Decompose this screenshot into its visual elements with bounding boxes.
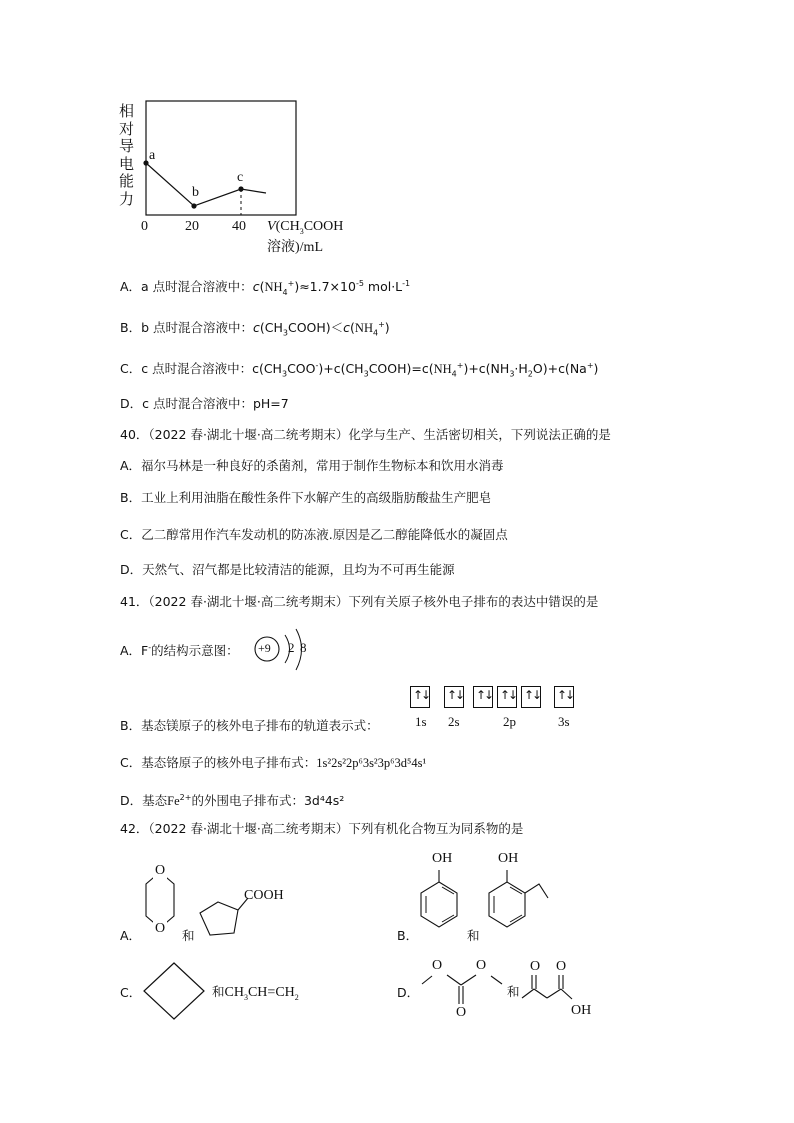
ylabel-char: 电 — [119, 154, 135, 173]
point-label-c: c — [237, 170, 244, 185]
xlabel-line2: 溶液)/mL — [267, 240, 323, 255]
q41-option-a: A．F-的结构示意图： — [120, 643, 239, 659]
q39-option-b: B．b 点时混合溶液中：$c(CH_3COOH)<c(NH_4^+)$ — [120, 320, 390, 338]
nucleus-charge: +9 — [258, 641, 271, 655]
shell-1-electrons: 2 — [288, 640, 295, 655]
orbital-label-2p: 2p — [503, 714, 516, 729]
cyclobutane-structure — [140, 960, 210, 1022]
point-b — [191, 203, 196, 208]
point-label-a: a — [149, 148, 156, 163]
q40-option-b: B．工业上利用油脂在酸性条件下水解产生的高级脂肪酸盐生产肥皂 — [120, 490, 492, 505]
orbital-box: ↑↓ — [521, 686, 541, 708]
ylabel-char: 能 — [119, 172, 135, 190]
ylabel-char: 相 — [119, 102, 135, 120]
carbonate-o-right: O — [476, 958, 487, 973]
orbital-box: ↑↓ — [410, 686, 430, 708]
carbonate-o-bottom: O — [456, 1005, 467, 1020]
q41-option-b: B．基态镁原子的核外电子排布的轨道表示式： — [120, 718, 379, 733]
cooh-label: COOH — [244, 888, 284, 903]
q42-option-a-label: A． — [120, 928, 142, 943]
q40-option-a: A．福尔马林是一种良好的杀菌剂，常用于制作生物标本和饮用水消毒 — [120, 458, 504, 473]
phenol-structure — [414, 866, 464, 942]
acid-o-left: O — [530, 959, 541, 974]
q41-option-c: C．基态铬原子的核外电子排布式：1s²2s²2p⁶3s²3p⁶3d⁵4s¹ — [120, 755, 427, 770]
q40-option-d: D．天然气、沼气都是比较清洁的能源，且均为不可再生能源 — [120, 562, 455, 577]
dioxane-o-bottom: O — [155, 921, 166, 936]
q39-option-c: C．c 点时混合溶液中：$c(CH_3COO^-)+c(CH_3COOH)=c(NH_4^+)+c(NH_3\cdot H_2O)+c(Na^+)$ — [120, 361, 599, 379]
q42-option-d-label: D． — [397, 985, 420, 1000]
xtick-0: 0 — [141, 219, 148, 234]
q42-option-b-label: B． — [397, 928, 419, 943]
carbonate-o-left: O — [432, 958, 443, 973]
acid-o-right: O — [556, 959, 567, 974]
dioxane-o-top: O — [155, 863, 166, 878]
q41-stem: 41．（2022 春·湖北十堰·高二统考期末）下列有关原子核外电子排布的表达中错误的是 — [120, 594, 599, 609]
orbital-box: ↑↓ — [473, 686, 493, 708]
point-a — [143, 160, 148, 165]
graph-plot — [140, 95, 305, 220]
q40-stem: 40．（2022 春·湖北十堰·高二统考期末）化学与生产、生活密切相关，下列说法正确的是 — [120, 427, 611, 442]
point-label-b: b — [192, 185, 199, 200]
orbital-box: ↑↓ — [554, 686, 574, 708]
graph-ylabel — [119, 103, 135, 208]
q39-option-d: D．c 点时混合溶液中：pH=7 — [120, 396, 289, 411]
q42-stem: 42．（2022 春·湖北十堰·高二统考期末）下列有机化合物互为同系物的是 — [120, 821, 524, 836]
q42-a-and: 和 — [182, 928, 195, 943]
q41-option-d: D．基态$Fe^{2+}$的外围电子排布式：3d⁴4s² — [120, 793, 345, 809]
propylphenol-structure — [482, 866, 557, 942]
q42-b-and: 和 — [467, 928, 480, 943]
ylabel-char: 力 — [119, 189, 135, 208]
orbital-label-3s: 3s — [558, 714, 570, 729]
shell-2-electrons: 8 — [300, 640, 307, 655]
ylabel-char: 导 — [119, 137, 135, 155]
q42-c-and: 和$CH_3CH=CH_2$ — [212, 984, 299, 1002]
orbital-box: ↑↓ — [497, 686, 517, 708]
ylabel-char: 对 — [119, 119, 135, 138]
q39-option-a: A．a 点时混合溶液中：$c(NH_4^+)\approx 1.7\times 10^{-5}$ $mol\cdot L^{-1}$ — [120, 279, 411, 297]
q42-option-c-label: C． — [120, 985, 142, 1000]
phenol-oh: OH — [432, 851, 453, 866]
orbital-label-1s: 1s — [415, 714, 427, 729]
q42-d-and: 和 — [507, 984, 520, 999]
acid-oh: OH — [571, 1003, 592, 1018]
propylphenol-oh: OH — [498, 851, 519, 866]
xlabel: $V(CH_3COOH$ — [267, 219, 344, 236]
xtick-40: 40 — [232, 219, 246, 234]
q40-option-c: C．乙二醇常用作汽车发动机的防冻液.原因是乙二醇能降低水的凝固点 — [120, 527, 508, 542]
orbital-label-2s: 2s — [448, 714, 460, 729]
xtick-20: 20 — [185, 219, 199, 234]
orbital-box: ↑↓ — [444, 686, 464, 708]
